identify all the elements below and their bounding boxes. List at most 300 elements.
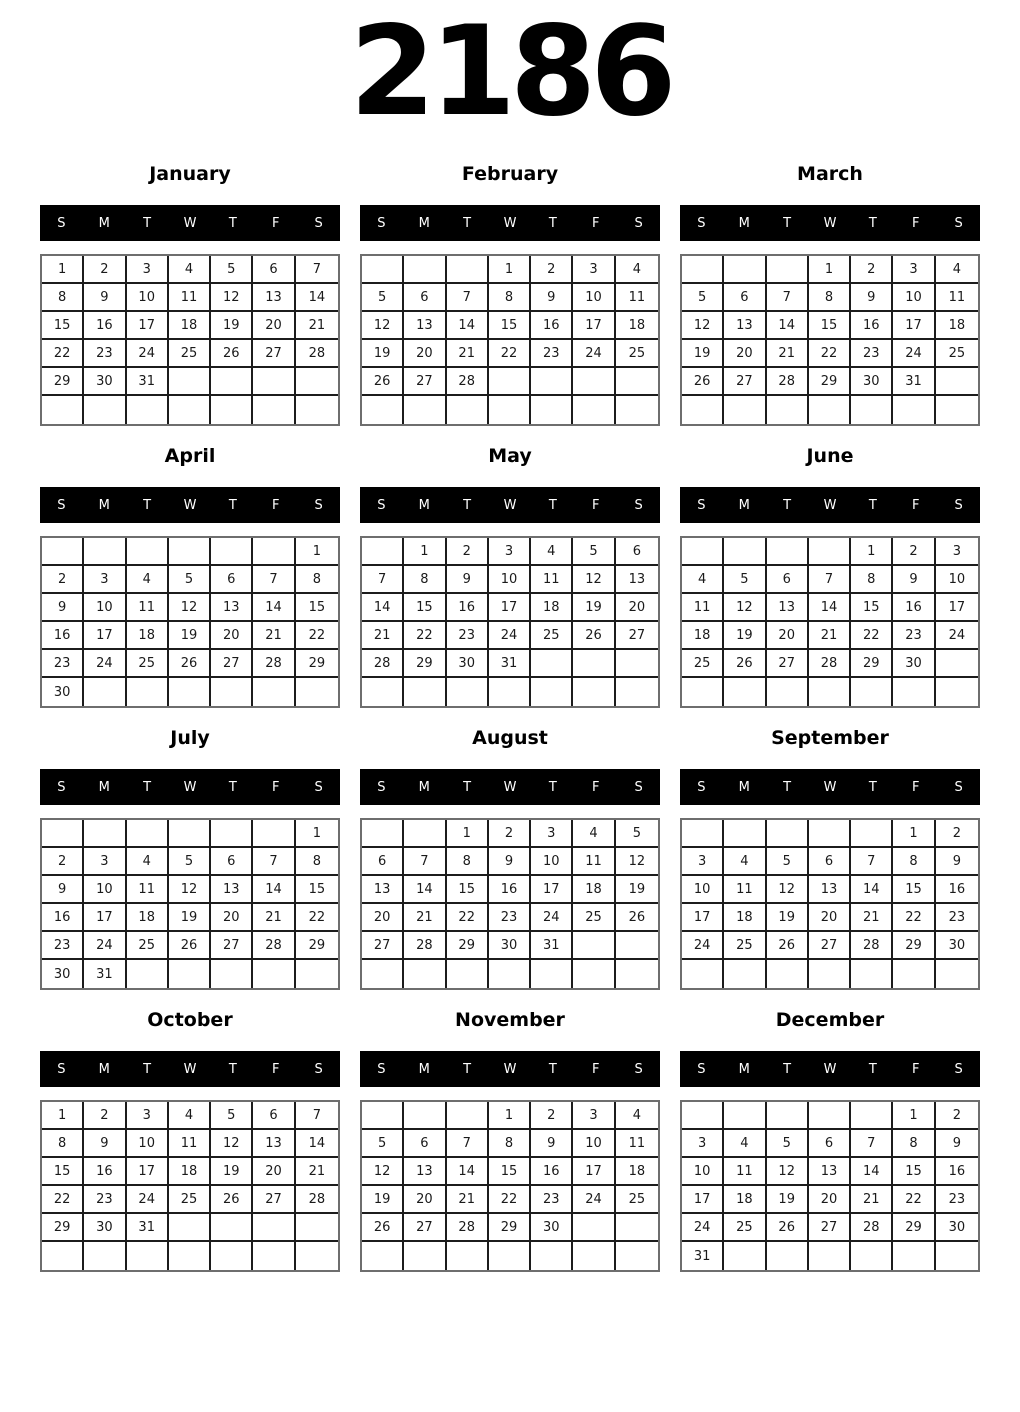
date-cell-empty xyxy=(809,1242,851,1270)
weekday-label: T xyxy=(868,497,877,513)
date-cell: 21 xyxy=(447,1186,489,1214)
date-cell-empty xyxy=(447,1242,489,1270)
date-cell-empty xyxy=(767,678,809,706)
weekday-label: S xyxy=(697,215,706,231)
date-cell: 26 xyxy=(724,650,766,678)
date-cell: 2 xyxy=(447,538,489,566)
date-cell: 25 xyxy=(127,932,169,960)
date-cell: 28 xyxy=(296,340,338,368)
date-cell: 19 xyxy=(767,1186,809,1214)
date-cell: 30 xyxy=(84,368,126,396)
date-cell-empty xyxy=(404,1242,446,1270)
date-cell-empty xyxy=(724,396,766,424)
date-cell: 17 xyxy=(573,312,615,340)
date-grid xyxy=(680,818,980,990)
date-cell: 19 xyxy=(767,904,809,932)
date-cell: 17 xyxy=(84,622,126,650)
date-cell: 12 xyxy=(616,848,658,876)
weekday-label: W xyxy=(183,779,197,795)
weekday-label: S xyxy=(314,1061,323,1077)
date-cell: 26 xyxy=(573,622,615,650)
date-cell: 10 xyxy=(127,284,169,312)
date-cell-empty xyxy=(489,368,531,396)
date-cell-empty xyxy=(724,678,766,706)
date-cell: 11 xyxy=(127,876,169,904)
month-november xyxy=(360,1009,660,1272)
date-cell-empty xyxy=(851,1102,893,1130)
date-cell: 15 xyxy=(893,876,935,904)
date-cell-empty xyxy=(489,960,531,988)
weekday-header-row xyxy=(360,487,660,523)
date-cell: 23 xyxy=(531,340,573,368)
date-cell: 10 xyxy=(682,876,724,904)
date-cell: 27 xyxy=(362,932,404,960)
date-cell: 24 xyxy=(84,932,126,960)
date-cell-empty xyxy=(809,538,851,566)
date-cell: 30 xyxy=(42,960,84,988)
weekday-label: M xyxy=(738,215,750,231)
date-cell: 25 xyxy=(616,340,658,368)
weekday-header-row xyxy=(40,205,340,241)
date-cell-empty xyxy=(447,256,489,284)
date-cell-empty xyxy=(42,396,84,424)
date-cell: 2 xyxy=(936,1102,978,1130)
date-cell: 16 xyxy=(489,876,531,904)
date-cell: 31 xyxy=(893,368,935,396)
date-cell: 18 xyxy=(169,312,211,340)
date-cell: 4 xyxy=(531,538,573,566)
date-cell: 20 xyxy=(809,904,851,932)
date-cell: 4 xyxy=(682,566,724,594)
date-cell: 2 xyxy=(489,820,531,848)
date-cell: 27 xyxy=(404,1214,446,1242)
weekday-label: T xyxy=(228,779,237,795)
date-cell: 2 xyxy=(84,256,126,284)
date-cell: 14 xyxy=(767,312,809,340)
weekday-label: F xyxy=(911,497,920,513)
date-cell: 2 xyxy=(42,566,84,594)
date-cell: 17 xyxy=(893,312,935,340)
date-cell-empty xyxy=(682,538,724,566)
date-grid xyxy=(360,1100,660,1272)
date-cell-empty xyxy=(211,960,253,988)
date-cell: 11 xyxy=(169,284,211,312)
date-cell: 20 xyxy=(253,1158,295,1186)
date-cell: 16 xyxy=(447,594,489,622)
date-cell: 15 xyxy=(809,312,851,340)
date-cell-empty xyxy=(851,678,893,706)
date-cell-empty xyxy=(767,1242,809,1270)
date-cell: 24 xyxy=(936,622,978,650)
date-cell-empty xyxy=(573,368,615,396)
date-cell: 24 xyxy=(84,650,126,678)
weekday-label: T xyxy=(548,497,557,513)
date-cell: 9 xyxy=(893,566,935,594)
date-cell-empty xyxy=(489,1242,531,1270)
date-cell: 15 xyxy=(296,876,338,904)
weekday-label: S xyxy=(697,497,706,513)
date-cell-empty xyxy=(531,396,573,424)
date-cell-empty xyxy=(531,650,573,678)
date-cell: 22 xyxy=(42,1186,84,1214)
date-cell-empty xyxy=(682,820,724,848)
date-cell: 25 xyxy=(169,1186,211,1214)
date-cell-empty xyxy=(404,256,446,284)
date-cell: 12 xyxy=(682,312,724,340)
date-cell: 28 xyxy=(404,932,446,960)
date-cell: 18 xyxy=(127,622,169,650)
date-cell: 2 xyxy=(42,848,84,876)
date-cell: 6 xyxy=(253,256,295,284)
weekday-label: W xyxy=(823,779,837,795)
date-cell: 18 xyxy=(127,904,169,932)
date-cell-empty xyxy=(616,678,658,706)
date-cell-empty xyxy=(616,960,658,988)
weekday-label: T xyxy=(143,1061,152,1077)
date-grid xyxy=(40,818,340,990)
date-cell: 1 xyxy=(42,256,84,284)
weekday-label: T xyxy=(143,779,152,795)
date-cell: 1 xyxy=(893,1102,935,1130)
date-cell-empty xyxy=(296,1214,338,1242)
date-cell: 27 xyxy=(253,340,295,368)
date-cell: 26 xyxy=(362,368,404,396)
date-cell: 9 xyxy=(447,566,489,594)
date-cell: 18 xyxy=(682,622,724,650)
date-cell: 2 xyxy=(531,1102,573,1130)
weekday-label: M xyxy=(98,215,110,231)
date-cell: 11 xyxy=(127,594,169,622)
date-cell: 26 xyxy=(362,1214,404,1242)
date-cell: 24 xyxy=(531,904,573,932)
date-cell: 20 xyxy=(362,904,404,932)
weekday-header-row xyxy=(360,205,660,241)
date-cell: 16 xyxy=(84,312,126,340)
date-cell: 9 xyxy=(531,284,573,312)
date-cell-empty xyxy=(84,820,126,848)
weekday-header-row xyxy=(360,1051,660,1087)
date-cell: 4 xyxy=(169,256,211,284)
date-cell: 29 xyxy=(42,1214,84,1242)
date-cell-empty xyxy=(253,960,295,988)
date-cell: 3 xyxy=(489,538,531,566)
date-cell: 28 xyxy=(809,650,851,678)
date-cell: 22 xyxy=(42,340,84,368)
month-name: April xyxy=(164,445,216,467)
date-cell: 12 xyxy=(211,1130,253,1158)
date-cell-empty xyxy=(809,960,851,988)
date-cell-empty xyxy=(42,1242,84,1270)
weekday-header-row xyxy=(680,1051,980,1087)
weekday-label: S xyxy=(377,497,386,513)
weekday-label: S xyxy=(314,215,323,231)
date-cell: 14 xyxy=(404,876,446,904)
weekday-label: T xyxy=(783,497,792,513)
date-cell: 21 xyxy=(447,340,489,368)
date-cell: 14 xyxy=(253,594,295,622)
date-grid xyxy=(680,1100,980,1272)
date-cell: 14 xyxy=(296,1130,338,1158)
date-cell: 30 xyxy=(84,1214,126,1242)
date-cell-empty xyxy=(127,820,169,848)
date-cell: 13 xyxy=(253,1130,295,1158)
weekday-header-row xyxy=(680,205,980,241)
month-october xyxy=(40,1009,340,1272)
date-cell: 23 xyxy=(531,1186,573,1214)
months-grid xyxy=(40,163,980,1272)
date-cell: 8 xyxy=(893,848,935,876)
date-cell: 25 xyxy=(682,650,724,678)
weekday-label: S xyxy=(634,1061,643,1077)
date-cell-empty xyxy=(851,396,893,424)
date-cell: 13 xyxy=(724,312,766,340)
date-cell-empty xyxy=(893,1242,935,1270)
date-cell-empty xyxy=(84,678,126,706)
date-cell: 13 xyxy=(809,876,851,904)
date-cell: 18 xyxy=(573,876,615,904)
date-cell-empty xyxy=(447,960,489,988)
date-cell-empty xyxy=(211,368,253,396)
date-cell: 19 xyxy=(211,312,253,340)
date-cell: 30 xyxy=(489,932,531,960)
date-cell-empty xyxy=(682,960,724,988)
date-cell: 26 xyxy=(211,340,253,368)
date-cell-empty xyxy=(253,820,295,848)
date-cell-empty xyxy=(169,1242,211,1270)
weekday-label: W xyxy=(183,215,197,231)
date-cell-empty xyxy=(253,1214,295,1242)
date-cell: 28 xyxy=(767,368,809,396)
date-cell: 14 xyxy=(296,284,338,312)
date-cell-empty xyxy=(169,538,211,566)
weekday-label: F xyxy=(591,497,600,513)
weekday-label: T xyxy=(463,497,472,513)
month-name: March xyxy=(797,163,863,185)
date-cell: 21 xyxy=(253,904,295,932)
date-cell: 16 xyxy=(531,312,573,340)
date-cell: 6 xyxy=(404,284,446,312)
date-cell: 22 xyxy=(447,904,489,932)
date-cell: 2 xyxy=(851,256,893,284)
weekday-label: T xyxy=(868,215,877,231)
date-cell-empty xyxy=(724,538,766,566)
date-cell: 17 xyxy=(489,594,531,622)
date-cell: 23 xyxy=(42,932,84,960)
date-cell: 6 xyxy=(253,1102,295,1130)
date-cell-empty xyxy=(489,396,531,424)
date-cell: 27 xyxy=(404,368,446,396)
weekday-header-row xyxy=(360,769,660,805)
date-cell: 9 xyxy=(531,1130,573,1158)
date-cell: 8 xyxy=(296,566,338,594)
date-cell: 4 xyxy=(169,1102,211,1130)
month-december xyxy=(680,1009,980,1272)
weekday-label: T xyxy=(228,497,237,513)
month-name: January xyxy=(149,163,231,185)
date-cell: 22 xyxy=(893,1186,935,1214)
date-cell-empty xyxy=(211,396,253,424)
date-cell: 1 xyxy=(851,538,893,566)
weekday-label: F xyxy=(591,779,600,795)
date-cell-empty xyxy=(253,538,295,566)
weekday-label: T xyxy=(548,215,557,231)
date-cell: 9 xyxy=(936,1130,978,1158)
date-cell: 16 xyxy=(42,904,84,932)
date-cell-empty xyxy=(404,1102,446,1130)
date-cell: 7 xyxy=(296,1102,338,1130)
date-cell: 31 xyxy=(127,1214,169,1242)
date-grid xyxy=(360,818,660,990)
weekday-label: T xyxy=(228,1061,237,1077)
date-cell: 5 xyxy=(724,566,766,594)
date-cell: 30 xyxy=(851,368,893,396)
date-cell-empty xyxy=(362,1102,404,1130)
date-grid xyxy=(40,1100,340,1272)
month-august xyxy=(360,727,660,990)
date-cell: 1 xyxy=(296,538,338,566)
date-cell: 2 xyxy=(936,820,978,848)
date-cell-empty xyxy=(296,368,338,396)
date-cell-empty xyxy=(211,1214,253,1242)
date-cell: 15 xyxy=(42,312,84,340)
date-cell-empty xyxy=(573,932,615,960)
date-cell: 1 xyxy=(489,256,531,284)
date-cell: 15 xyxy=(851,594,893,622)
date-cell: 17 xyxy=(531,876,573,904)
date-cell-empty xyxy=(169,960,211,988)
date-cell: 26 xyxy=(767,932,809,960)
year-title: 2186 xyxy=(349,0,671,144)
date-cell-empty xyxy=(767,256,809,284)
date-cell: 20 xyxy=(211,904,253,932)
date-cell-empty xyxy=(362,820,404,848)
date-cell: 7 xyxy=(253,566,295,594)
date-cell: 4 xyxy=(616,1102,658,1130)
date-cell-empty xyxy=(616,650,658,678)
date-cell: 16 xyxy=(936,876,978,904)
date-cell: 7 xyxy=(362,566,404,594)
date-cell: 6 xyxy=(809,1130,851,1158)
date-cell: 13 xyxy=(211,876,253,904)
date-cell: 13 xyxy=(211,594,253,622)
date-cell-empty xyxy=(724,256,766,284)
date-cell: 20 xyxy=(724,340,766,368)
weekday-label: M xyxy=(418,1061,430,1077)
date-cell: 24 xyxy=(489,622,531,650)
date-cell: 7 xyxy=(447,1130,489,1158)
date-cell: 29 xyxy=(447,932,489,960)
date-cell: 9 xyxy=(936,848,978,876)
weekday-label: M xyxy=(738,779,750,795)
date-cell: 27 xyxy=(809,1214,851,1242)
date-cell-empty xyxy=(84,538,126,566)
date-cell-empty xyxy=(296,396,338,424)
date-cell: 8 xyxy=(404,566,446,594)
date-cell: 13 xyxy=(362,876,404,904)
date-cell: 14 xyxy=(851,1158,893,1186)
date-cell: 12 xyxy=(767,1158,809,1186)
date-cell-empty xyxy=(531,960,573,988)
date-cell: 19 xyxy=(169,904,211,932)
weekday-label: S xyxy=(954,497,963,513)
date-cell: 7 xyxy=(404,848,446,876)
month-april xyxy=(40,445,340,708)
date-cell-empty xyxy=(851,960,893,988)
weekday-label: M xyxy=(98,1061,110,1077)
weekday-label: M xyxy=(418,497,430,513)
weekday-label: S xyxy=(954,779,963,795)
date-cell: 22 xyxy=(296,622,338,650)
month-name: May xyxy=(488,445,532,467)
date-cell: 25 xyxy=(169,340,211,368)
date-cell: 23 xyxy=(893,622,935,650)
date-cell: 20 xyxy=(211,622,253,650)
weekday-label: W xyxy=(823,1061,837,1077)
month-july xyxy=(40,727,340,990)
date-cell: 18 xyxy=(169,1158,211,1186)
date-cell: 11 xyxy=(616,284,658,312)
date-cell-empty xyxy=(84,396,126,424)
date-cell-empty xyxy=(573,678,615,706)
date-cell: 7 xyxy=(447,284,489,312)
date-cell: 22 xyxy=(489,1186,531,1214)
date-cell: 8 xyxy=(809,284,851,312)
month-name: February xyxy=(461,163,559,185)
date-cell-empty xyxy=(724,1242,766,1270)
date-cell-empty xyxy=(253,396,295,424)
weekday-label: F xyxy=(271,215,280,231)
date-cell: 20 xyxy=(404,1186,446,1214)
month-january xyxy=(40,163,340,426)
date-cell-empty xyxy=(573,1214,615,1242)
date-cell: 15 xyxy=(404,594,446,622)
date-cell: 27 xyxy=(767,650,809,678)
date-cell: 26 xyxy=(211,1186,253,1214)
date-cell: 23 xyxy=(936,904,978,932)
date-cell: 21 xyxy=(404,904,446,932)
date-cell: 27 xyxy=(724,368,766,396)
month-february xyxy=(360,163,660,426)
date-cell: 15 xyxy=(489,312,531,340)
date-cell: 13 xyxy=(767,594,809,622)
date-cell: 6 xyxy=(724,284,766,312)
date-cell: 26 xyxy=(616,904,658,932)
date-cell: 30 xyxy=(447,650,489,678)
date-cell: 19 xyxy=(616,876,658,904)
date-cell: 21 xyxy=(851,1186,893,1214)
weekday-label: F xyxy=(271,497,280,513)
date-cell: 23 xyxy=(851,340,893,368)
date-cell: 4 xyxy=(616,256,658,284)
date-cell: 21 xyxy=(851,904,893,932)
date-cell: 15 xyxy=(296,594,338,622)
date-cell: 1 xyxy=(489,1102,531,1130)
weekday-label: S xyxy=(57,779,66,795)
date-cell: 25 xyxy=(724,932,766,960)
date-cell: 3 xyxy=(936,538,978,566)
date-cell: 25 xyxy=(573,904,615,932)
date-cell-empty xyxy=(42,538,84,566)
date-cell-empty xyxy=(42,820,84,848)
date-cell: 21 xyxy=(296,312,338,340)
weekday-label: F xyxy=(911,1061,920,1077)
date-cell: 19 xyxy=(362,1186,404,1214)
date-cell: 25 xyxy=(531,622,573,650)
date-cell: 10 xyxy=(682,1158,724,1186)
weekday-label: S xyxy=(697,779,706,795)
date-cell: 1 xyxy=(404,538,446,566)
date-cell: 3 xyxy=(682,848,724,876)
